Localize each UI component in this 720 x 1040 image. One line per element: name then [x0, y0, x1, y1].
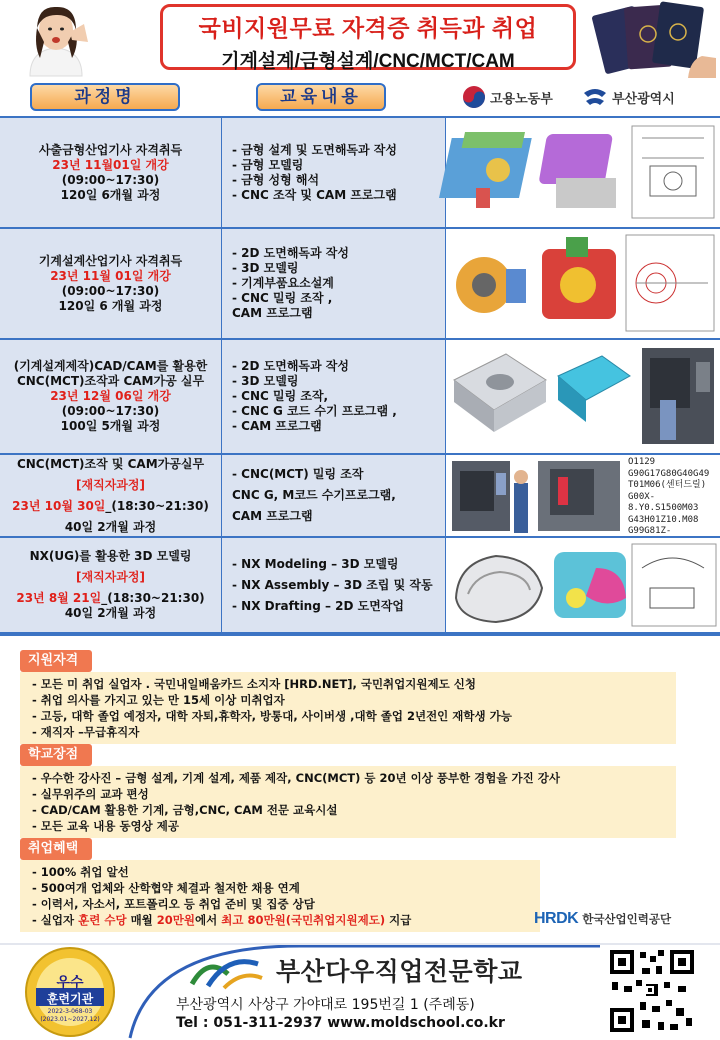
- gcode-line: O1129: [628, 457, 656, 467]
- strengths-label: 학교장점: [20, 744, 92, 766]
- hrdk-logo: [534, 908, 671, 930]
- content-item: - CNC(MCT) 밀링 조작: [232, 467, 364, 481]
- table-row: [0, 118, 720, 229]
- school-name: 부산다우직업전문학교: [276, 957, 523, 986]
- content-item: - NX Modeling – 3D 모델링: [232, 556, 399, 571]
- course-content-cell: [222, 538, 446, 632]
- benefits-box: [20, 860, 540, 932]
- content-item: - CNC 밀링 조작 ,: [232, 291, 333, 305]
- content-item: - 2D 도면해독과 작성: [232, 359, 349, 373]
- course-content-cell: [222, 118, 446, 227]
- table-row: [0, 538, 720, 634]
- list-item: - 우수한 강사진 – 금형 설계, 기계 설계, 제품 제작, CNC(MCT) 등 20년 이상 풍부한 경험을 가진 강사: [32, 771, 560, 785]
- content-item: - NX Assembly – 3D 조립 및 작동: [232, 577, 433, 592]
- course-content-cell: [222, 340, 446, 453]
- busan-logo-text: 부산광역시: [612, 91, 675, 107]
- main-title: 국비지원무료 자격증 취득과 취업: [198, 15, 538, 41]
- course-name-cell: [0, 340, 222, 453]
- school-address: 부산광역시 사상구 가야대로 195번길 1 (주례동): [176, 997, 475, 1013]
- table-row: [0, 340, 720, 455]
- badge-text-period: (2023.01~2027.12): [40, 1016, 100, 1023]
- course-title-line2: CNC(MCT)조작과 CAM가공 실무: [16, 374, 205, 388]
- course-duration: 120일 6개월 과정: [60, 187, 161, 202]
- content-item: - 금형 성형 해석: [232, 172, 320, 187]
- content-item: CNC G, M코드 수기프로그램,: [232, 488, 396, 502]
- list-item: - 실무위주의 교과 편성: [32, 787, 149, 801]
- mold-design-images: [446, 118, 720, 227]
- course-start-date: 23년 12월 06일 개강: [50, 389, 171, 403]
- list-item: - 이력서, 자소서, 포트폴리오 등 취업 준비 및 집중 상담: [32, 897, 315, 911]
- machine-design-images: [446, 229, 720, 338]
- woman-shouting-image: [10, 2, 102, 76]
- course-duration: 40일 2개월 과정: [64, 519, 157, 534]
- list-item: - 500여개 업체와 산학협약 체결과 철저한 채용 연계: [32, 881, 300, 895]
- table-row: [0, 229, 720, 340]
- course-title: (기계설계제작)CAD/CAM를 활용한: [13, 359, 208, 373]
- table-row: [0, 455, 720, 538]
- course-name-header: 과정명: [30, 83, 180, 111]
- list-item: - CAD/CAM 활용한 기계, 금형,CNC, CAM 전문 교육시설: [32, 803, 338, 817]
- course-time: (09:00~17:30): [61, 404, 160, 418]
- school-logo-icon: [188, 950, 264, 990]
- title-banner: [160, 4, 576, 70]
- list-item: - 100% 취업 알선: [32, 865, 129, 879]
- content-item: - CAM 프로그램: [232, 419, 322, 433]
- badge-text-number: 2022-3-068-03: [47, 1008, 93, 1015]
- course-duration: 120일 6 개월 과정: [58, 298, 163, 313]
- hrdk-logo-mark: HRDK: [534, 910, 579, 927]
- nx-modeling-images: [446, 538, 720, 632]
- qualification-box: [20, 672, 676, 744]
- content-item: CAM 프로그램: [232, 509, 313, 523]
- course-name-cell: [0, 118, 222, 227]
- course-duration: 40일 2개월 과정: [64, 606, 157, 620]
- list-item: - 고등, 대학 졸업 예정자, 대학 자퇴,휴학자, 방통대, 사이버생 ,대학 졸업 2년전인 재학생 가능: [32, 709, 512, 723]
- course-content-cell: [222, 229, 446, 338]
- table-header: [0, 78, 720, 116]
- course-title: CNC(MCT)조작 및 CAM가공실무: [16, 456, 205, 471]
- qualification-label: 지원자격: [20, 650, 92, 672]
- content-item: - CNC 밀링 조작,: [232, 389, 329, 403]
- content-item: - CNC 조작 및 CAM 프로그램: [232, 187, 397, 202]
- gcode-line: G43H01Z10.M08: [628, 514, 699, 525]
- course-content-cell: [222, 455, 446, 536]
- sub-title: 기계설계/금형설계/CNC/MCT/CAM: [221, 51, 515, 72]
- course-table: [0, 78, 720, 634]
- course-content-header: 교육내용: [256, 83, 386, 111]
- content-item: - NX Drafting – 2D 도면작업: [232, 598, 405, 613]
- gcode-line: G99G81Z-: [628, 526, 672, 536]
- header: [0, 0, 720, 78]
- moel-logo-text: 고용노동부: [490, 91, 553, 107]
- qr-code-icon: [606, 946, 698, 1036]
- course-time: _(18:30~21:30): [105, 498, 209, 513]
- badge-text-top: 우수: [56, 975, 84, 991]
- content-item: - 2D 도면해독과 작성: [232, 246, 349, 260]
- list-item: - 모든 미 취업 실업자 . 국민내일배움카드 소지자 [HRD.NET], 국민취업지원제도 신청: [32, 677, 476, 691]
- content-item: - 3D 모델링: [232, 261, 299, 275]
- gcode-line: G90G17G80G40G49: [628, 468, 710, 479]
- content-item: - 금형 모델링: [232, 157, 304, 172]
- course-start-date: 23년 10월 30일: [12, 498, 106, 513]
- course-start-date: 23년 8월 21일: [16, 591, 102, 605]
- course-time: _(18:30~21:30): [101, 591, 205, 605]
- cad-cam-images: [446, 340, 720, 453]
- cnc-images: [446, 455, 720, 536]
- hrdk-logo-text: 한국산업인력공단: [582, 912, 672, 926]
- badge-text-main: 훈련기관: [46, 992, 94, 1006]
- school-contact: Tel : 051-311-2937 www.moldschool.co.kr: [176, 1015, 505, 1031]
- excellent-institute-badge: [24, 946, 116, 1038]
- strengths-box: [20, 766, 676, 838]
- gcode-line: T01M06(센터드릴): [628, 480, 707, 490]
- course-title: 기계설계산업기사 자격취득: [38, 253, 183, 268]
- taegeuk-icon: [462, 85, 486, 109]
- busan-logo: [582, 84, 675, 110]
- course-start-date: 23년 11월01일 개강: [52, 157, 169, 172]
- info-section: [0, 634, 720, 942]
- course-title: NX(UG)를 활용한 3D 모델링: [29, 549, 192, 563]
- course-duration: 100일 5개월 과정: [60, 419, 161, 433]
- course-tag: [재직자과정]: [76, 477, 145, 492]
- busan-wave-icon: [582, 85, 608, 109]
- content-item: - 3D 모델링: [232, 374, 299, 388]
- course-start-date: 23년 11월 01일 개강: [50, 268, 171, 283]
- passports-image: [592, 0, 718, 78]
- course-time: (09:00~17:30): [61, 172, 160, 187]
- moel-logo: [462, 84, 553, 110]
- course-name-cell: [0, 229, 222, 338]
- course-name-cell: [0, 538, 222, 632]
- course-title: 사출금형산업기사 자격취득: [38, 142, 183, 157]
- course-time: (09:00~17:30): [61, 283, 160, 298]
- footer: [0, 942, 720, 1040]
- course-name-cell: [0, 455, 222, 536]
- course-tag: [재직자과정]: [76, 570, 145, 584]
- content-item: - 금형 설계 및 도면해독과 작성: [232, 142, 397, 157]
- content-item: - CNC G 코드 수기 프로그램 ,: [232, 404, 397, 418]
- list-item: - 취업 의사를 가지고 있는 만 15세 이상 미취업자: [32, 693, 285, 707]
- list-item: - 모든 교육 내용 동영상 제공: [32, 819, 179, 833]
- list-item: - 재직자 –무급휴직자: [32, 725, 140, 739]
- gcode-line: G00X-8.Y0.S1500M03: [628, 491, 699, 513]
- benefits-label: 취업혜택: [20, 838, 92, 860]
- content-item: - 기계부품요소설계: [232, 276, 334, 290]
- list-item: - 실업자 훈련 수당 매월 20만원에서 최고 80만원(국민취업지원제도) 지급: [32, 913, 412, 927]
- content-item: CAM 프로그램: [232, 306, 313, 320]
